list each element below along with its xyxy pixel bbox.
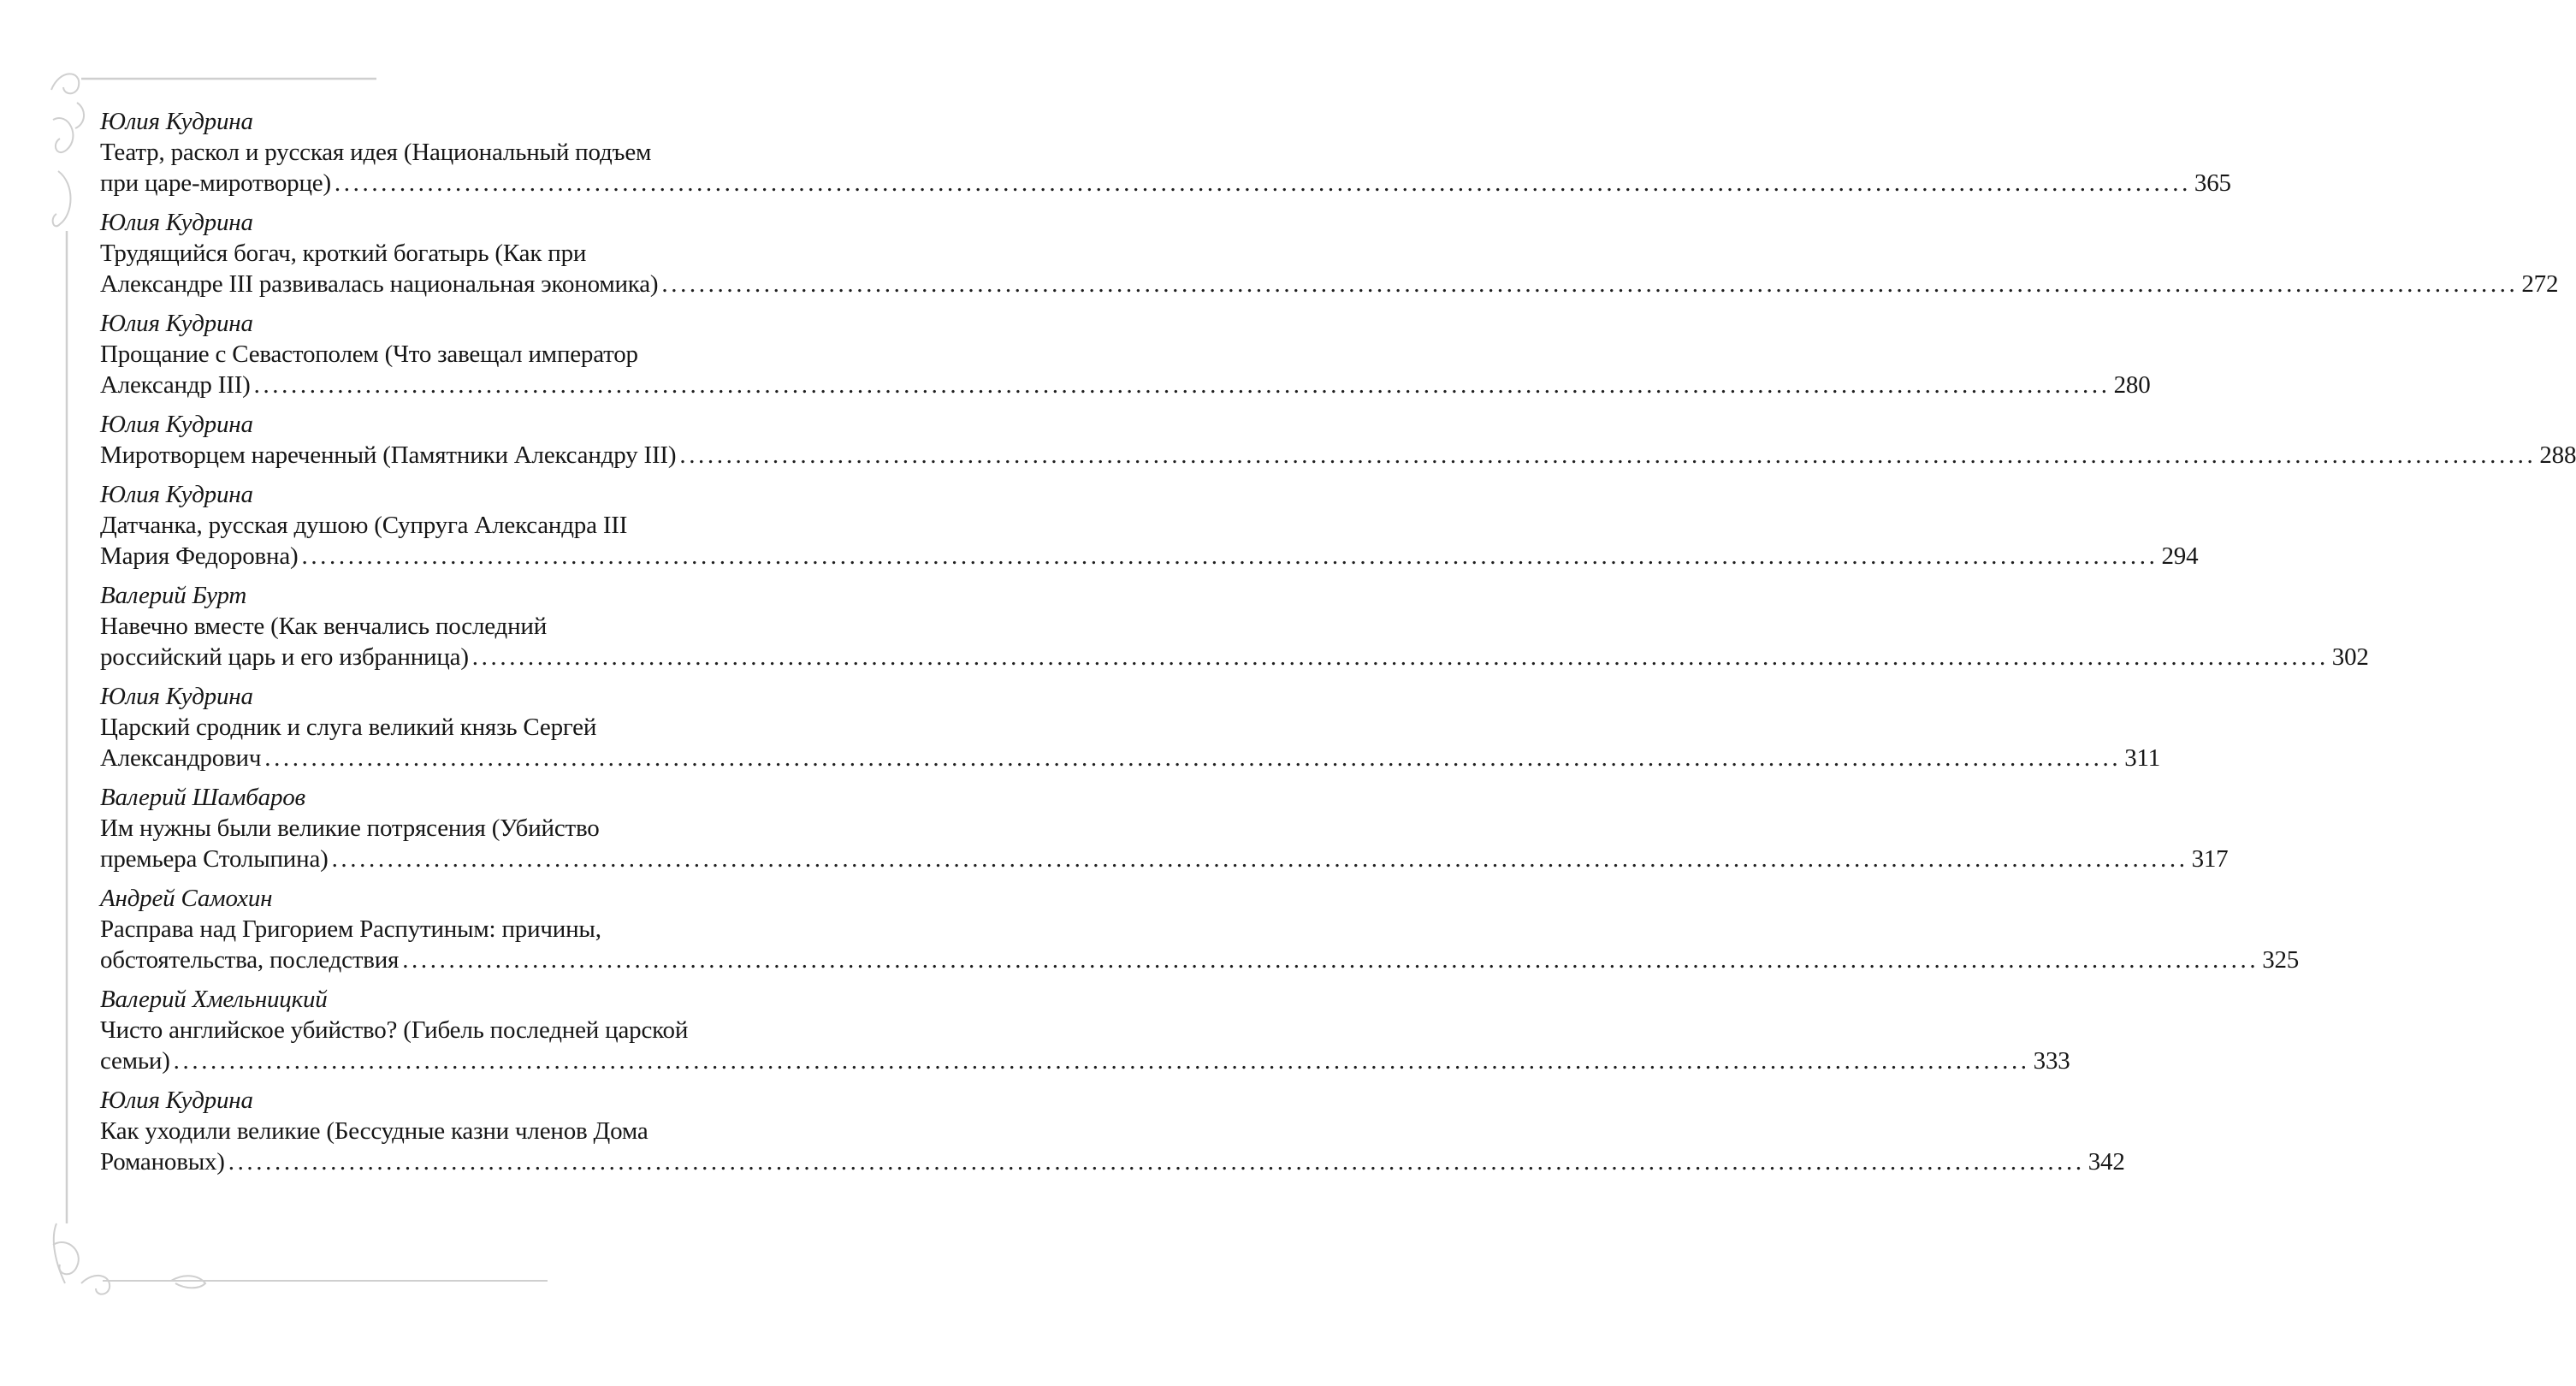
page-number: 325: [2262, 946, 2300, 974]
entry-title-line: Навечно вместе (Как венчались последний: [100, 613, 548, 640]
dot-leader: ........................................................................................................................................................................................................: [301, 542, 2159, 570]
entry-author: Юлия Кудрина: [100, 481, 253, 508]
dot-leader: ........................................................................................................................................................................................................: [264, 744, 2122, 772]
entry-title-line: Прощание с Севастополем (Что завещал император: [100, 341, 638, 368]
entry-title-last-line: [100, 370, 2151, 400]
page-number: 342: [2087, 1148, 2125, 1176]
entry-author: Юлия Кудрина: [100, 1087, 253, 1114]
toc-entry: [100, 782, 2229, 874]
dot-leader: ........................................................................................................................................................................................................: [334, 169, 2191, 197]
entry-author: Валерий Хмельницкий: [100, 986, 328, 1013]
entry-title-text: Александре III развивалась национальная экономика): [100, 270, 659, 298]
entry-title-text: семьи): [100, 1047, 170, 1075]
toc-entry: [100, 1085, 2125, 1177]
page-number: 302: [2331, 643, 2369, 671]
entry-title-text: Мария Федоровна): [100, 542, 299, 570]
page-number: 317: [2191, 845, 2229, 873]
entry-title-text: премьера Столыпина): [100, 845, 329, 873]
dot-leader: ........................................................................................................................................................................................................: [402, 946, 2259, 974]
toc-entry: [100, 409, 2576, 471]
toc-entry: [100, 580, 2369, 672]
entry-author: Юлия Кудрина: [100, 209, 253, 236]
entry-title-last-line: [100, 440, 2576, 471]
entry-title-line: Театр, раскол и русская идея (Национальный подъем: [100, 139, 652, 166]
dot-leader: ........................................................................................................................................................................................................: [331, 845, 2188, 873]
toc-entry: [100, 207, 2559, 299]
entry-title-text: Романовых): [100, 1148, 225, 1176]
toc-entry: [100, 984, 2070, 1076]
entry-title-text: российский царь и его избранница): [100, 643, 469, 671]
toc-entry: [100, 681, 2161, 773]
entry-author: Юлия Кудрина: [100, 411, 253, 438]
entry-title-last-line: [100, 168, 2231, 198]
entry-title-last-line: [100, 945, 2300, 975]
entry-title-line: Царский сродник и слуга великий князь Сергей: [100, 714, 597, 741]
entry-title-text: при царе-миротворце): [100, 169, 331, 197]
entry-title-line: Чисто английское убийство? (Гибель последней царской: [100, 1016, 689, 1044]
dot-leader: ........................................................................................................................................................................................................: [253, 371, 2111, 399]
dot-leader: ........................................................................................................................................................................................................: [173, 1047, 2030, 1075]
table-of-contents: [100, 106, 2576, 1186]
entry-title-line: Расправа над Григорием Распутиным: причины,: [100, 915, 601, 943]
dot-leader: ........................................................................................................................................................................................................: [228, 1148, 2085, 1176]
entry-title-last-line: [100, 642, 2369, 672]
page-number: 288: [2539, 441, 2576, 469]
entry-author: Юлия Кудрина: [100, 108, 253, 135]
dot-leader: ........................................................................................................................................................................................................: [679, 441, 2537, 469]
entry-title-text: Александр III): [100, 371, 251, 399]
page-number: 294: [2161, 542, 2199, 570]
toc-entry: [100, 106, 2231, 198]
page-number: 272: [2521, 270, 2559, 298]
entry-title-line: Датчанка, русская душою (Супруга Александра III: [100, 512, 628, 539]
entry-author: Юлия Кудрина: [100, 310, 253, 337]
entry-title-text: Александрович: [100, 744, 262, 772]
entry-title-last-line: [100, 1146, 2125, 1177]
dot-leader: ........................................................................................................................................................................................................: [661, 270, 2519, 298]
entry-title-text: обстоятельства, последствия: [100, 946, 400, 974]
page-number: 280: [2113, 371, 2151, 399]
entry-title-line: Как уходили великие (Бессудные казни членов Дома: [100, 1117, 648, 1145]
entry-title-last-line: [100, 1045, 2070, 1076]
toc-entry: [100, 479, 2199, 572]
entry-title-last-line: [100, 269, 2559, 299]
page-number: 311: [2124, 744, 2161, 772]
page-number: 333: [2033, 1047, 2070, 1075]
entry-author: Андрей Самохин: [100, 885, 273, 912]
entry-author: Юлия Кудрина: [100, 683, 253, 710]
entry-author: Валерий Бурт: [100, 582, 247, 609]
page-number: 365: [2194, 169, 2231, 197]
entry-title-last-line: [100, 541, 2199, 572]
entry-title-last-line: [100, 743, 2161, 773]
entry-title-line: Трудящийся богач, кроткий богатырь (Как при: [100, 240, 587, 267]
toc-entry: [100, 883, 2300, 975]
entry-title-text: Миротворцем нареченный (Памятники Александру III): [100, 441, 677, 469]
dot-leader: ........................................................................................................................................................................................................: [471, 643, 2329, 671]
entry-author: Валерий Шамбаров: [100, 784, 305, 811]
toc-entry: [100, 308, 2151, 400]
entry-title-last-line: [100, 844, 2229, 874]
entry-title-line: Им нужны были великие потрясения (Убийство: [100, 814, 600, 842]
